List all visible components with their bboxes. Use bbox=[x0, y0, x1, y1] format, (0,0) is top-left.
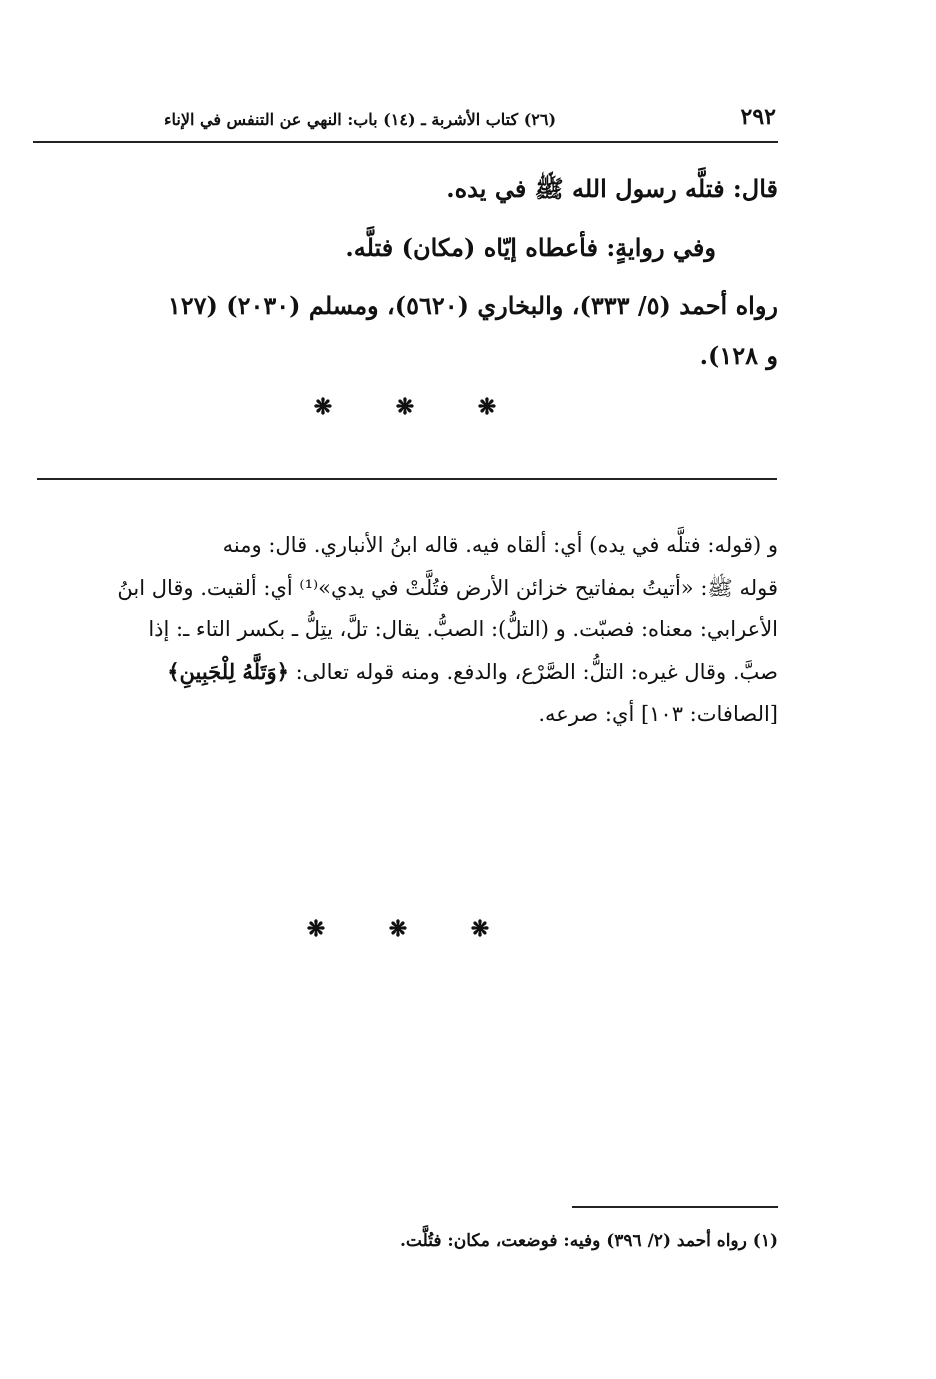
footnote: (١) رواه أحمد (٢/ ٣٩٦) وفيه: فوضعت، مكان: فتُلَّت. bbox=[400, 1231, 778, 1251]
star-icon: ❋ bbox=[388, 916, 408, 942]
star-separator bbox=[275, 916, 521, 942]
star-icon: ❋ bbox=[470, 916, 490, 942]
commentary-line bbox=[167, 659, 778, 684]
running-header-title: (٢٦) كتاب الأشربة ـ (١٤) باب: النهي عن التنفس في الإناء bbox=[164, 110, 557, 129]
hadith-variant-line: وفي روايةٍ: فأعطاه إيّاه (مكان) فتلَّه. bbox=[345, 233, 716, 262]
star-icon: ❋ bbox=[477, 394, 497, 420]
page-number: ٢٩٢ bbox=[740, 104, 776, 130]
hadith-line: قال: فتلَّه رسول الله ﷺ في يده. bbox=[446, 174, 778, 203]
commentary-line: قوله ﷺ: «أتيتُ بمفاتيح خزائن الأرض فتُلَّتْ في يدي»⁽¹⁾ أي: ألقيت. وقال ابنُ bbox=[117, 576, 778, 600]
star-icon: ❋ bbox=[395, 394, 415, 420]
commentary-line: الأعرابي: معناه: فصبّت. و (التلُّ): الصبُّ. يقال: تلَّ، يتِلُّ ـ بكسر التاء ـ: إذا bbox=[148, 617, 778, 641]
header-rule bbox=[33, 141, 778, 143]
star-separator bbox=[282, 394, 528, 420]
footnote-rule bbox=[572, 1206, 778, 1208]
commentary-line: [الصافات: ١٠٣] أي: صرعه. bbox=[538, 702, 778, 726]
hadith-source-line: رواه أحمد (٥/ ٣٣٣)، والبخاري (٥٦٢٠)، ومسلم (٢٠٣٠) (١٢٧ bbox=[167, 291, 778, 320]
hadith-source-line-continued: و ١٢٨). bbox=[699, 341, 778, 370]
commentary-text: صبَّ. وقال غيره: التلُّ: الصَّرْع، والدفع. ومنه قوله تعالى: bbox=[295, 660, 778, 684]
star-icon: ❋ bbox=[313, 394, 333, 420]
quran-quote: ﴿وَتَلَّهُ لِلْجَبِينِ﴾ bbox=[167, 659, 289, 684]
section-rule bbox=[37, 478, 777, 480]
commentary-line: و (قوله: فتلَّه في يده) أي: ألقاه فيه. قاله ابنُ الأنباري. قال: ومنه bbox=[222, 533, 778, 557]
star-icon: ❋ bbox=[306, 916, 326, 942]
